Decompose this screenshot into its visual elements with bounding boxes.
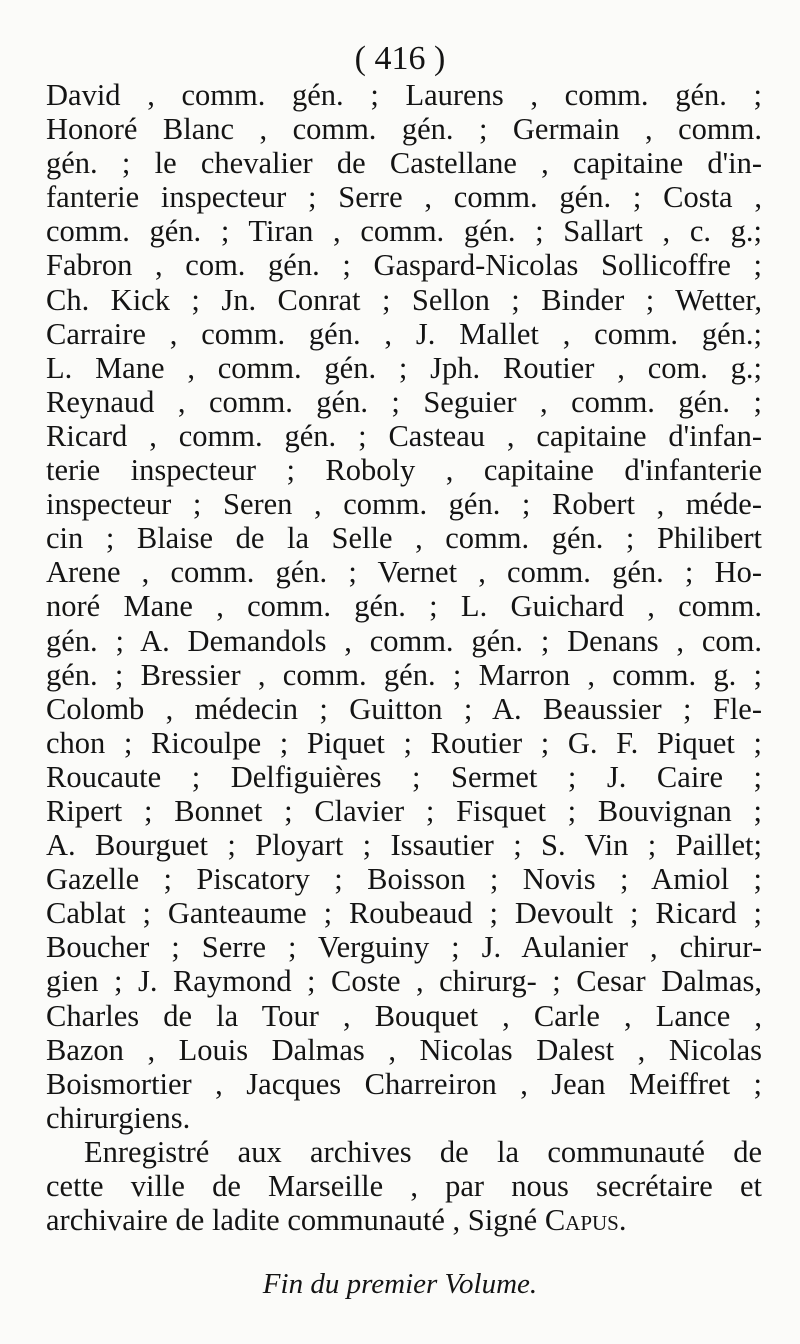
text-line: gén. ; A. Demandols , comm. gén. ; Denans , com. <box>46 623 762 658</box>
text-line: L. Mane , comm. gén. ; Jph. Routier , com. g.; <box>46 350 762 385</box>
text-line: gén. ; le chevalier de Castellane , capitaine d'in- <box>46 146 762 181</box>
text-line: Ricard , comm. gén. ; Casteau , capitaine d'infan- <box>46 418 762 453</box>
text-line: Boucher ; Serre ; Verguiny ; J. Aulanier , chirur- <box>46 930 762 965</box>
volume-end-note: Fin du premier Volume. <box>262 1268 538 1300</box>
text-line: Cablat ; Ganteaume ; Roubeaud ; Devoult ; Ricard ; <box>46 896 762 931</box>
text-line: Roucaute ; Delfiguières ; Sermet ; J. Caire ; <box>46 759 762 794</box>
text-line: chirurgiens. <box>46 1100 191 1135</box>
text-line: Gazelle ; Piscatory ; Boisson ; Novis ; Amiol ; <box>46 862 762 897</box>
text-line: noré Mane , comm. gén. ; L. Guichard , comm. <box>46 589 762 624</box>
text-line: inspecteur ; Seren , comm. gén. ; Robert , méde- <box>46 487 762 522</box>
text-line: Bazon , Louis Dalmas , Nicolas Dalest , Nicolas <box>46 1032 762 1067</box>
closing-line-1: Enregistré aux archives de la communauté de <box>84 1134 762 1169</box>
text-line: David , comm. gén. ; Laurens , comm. gén. ; <box>46 78 762 112</box>
closing-line-2: cette ville de Marseille , par nous secrétaire et <box>46 1169 762 1203</box>
closing-line-3-text: archivaire de ladite communauté , Signé <box>46 1203 545 1238</box>
text-line: Ripert ; Bonnet ; Clavier ; Fisquet ; Bouvignan ; <box>46 793 762 828</box>
main-paragraph <box>46 78 762 1135</box>
text-line: Ch. Kick ; Jn. Conrat ; Sellon ; Binder ; Wetter, <box>46 282 762 317</box>
text-line: Fabron , com. gén. ; Gaspard-Nicolas Sollicoffre ; <box>46 248 762 283</box>
text-line: Colomb , médecin ; Guitton ; A. Beaussier ; Fle- <box>46 691 762 726</box>
closing-paragraph <box>46 1135 762 1237</box>
text-line: Charles de la Tour , Bouquet , Carle , Lance , <box>46 998 762 1033</box>
text-line: Honoré Blanc , comm. gén. ; Germain , comm. <box>46 112 762 147</box>
signature: Capus. <box>544 1203 627 1238</box>
closing-line-3 <box>46 1203 762 1237</box>
text-line: A. Bourguet ; Ployart ; Issautier ; S. Vin ; Paillet; <box>46 828 762 863</box>
text-line: gén. ; Bressier , comm. gén. ; Marron , comm. g. ; <box>46 657 762 692</box>
page-number: ( 416 ) <box>354 40 446 77</box>
text-line: cin ; Blaise de la Selle , comm. gén. ; Philibert <box>46 521 762 556</box>
text-line: Carraire , comm. gén. , J. Mallet , comm. gén.; <box>46 316 762 351</box>
text-line: Reynaud , comm. gén. ; Seguier , comm. gén. ; <box>46 384 762 419</box>
text-line: terie inspecteur ; Roboly , capitaine d'infanterie <box>46 453 762 488</box>
text-line: Arene , comm. gén. ; Vernet , comm. gén. ; Ho- <box>46 555 762 590</box>
text-line: Boismortier , Jacques Charreiron , Jean Meiffret ; <box>46 1066 762 1101</box>
text-line: comm. gén. ; Tiran , comm. gén. ; Sallart , c. g.; <box>46 214 762 249</box>
text-line: gien ; J. Raymond ; Coste , chirurg- ; Cesar Dalmas, <box>46 964 762 999</box>
text-line: chon ; Ricoulpe ; Piquet ; Routier ; G. F. Piquet ; <box>46 725 762 760</box>
text-line: fanterie inspecteur ; Serre , comm. gén. ; Costa , <box>46 180 762 215</box>
page-body <box>46 78 762 1237</box>
